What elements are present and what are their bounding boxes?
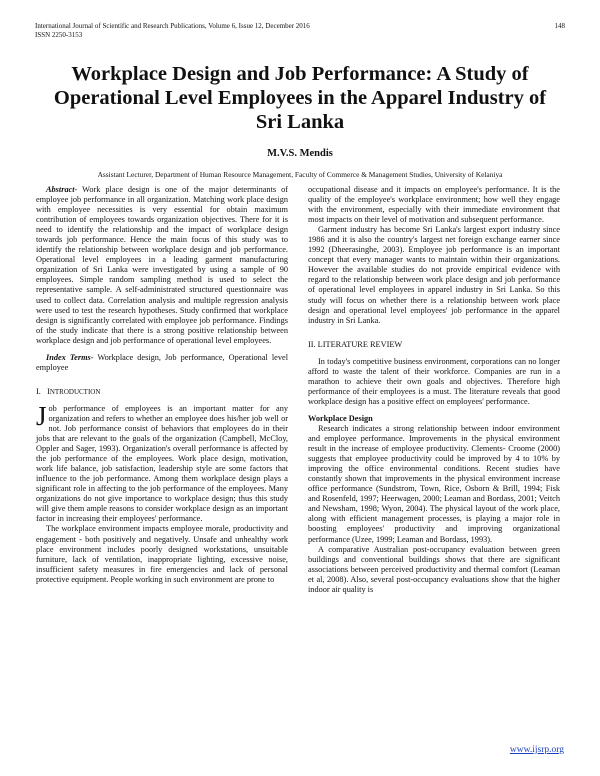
footer-url-link[interactable]: www.ijsrp.org [509,745,564,755]
page-number: 148 [554,22,565,30]
intro-paragraph-2: The workplace environment impacts employee morale, productivity and engagement - both positively and negatively. Unsafe and unhealthy work place environment includes poorly designed workstations, unsuitable furniture, lack of ventilation, inappropriate lighting, excessive noise, insufficient safety measures in fire emergencies and lack of personal protective equipment. People working in such environment are prone to [36,524,288,584]
index-terms-text: - Workplace design, Job performance, Operational level employee [36,352,289,372]
intro-paragraph-3: occupational disease and it impacts on employee's performance. It is the quality of the employee's workplace environment; how well they engage with the environment, especially with their immediate environment that most impacts on their level of motivation and subsequent performance. [308,185,560,225]
paper-title: Workplace Design and Job Performance: A Study of Operational Level Employees in the Apparel Industry of Sri Lanka [53,63,547,133]
index-terms-label: Index Terms [46,352,91,362]
intro-paragraph-1: Job performance of employees is an important matter for any organization and refers to whether an employee does his/her job well or not. Job performance consist of behaviors that employees do in their jobs that are relevant to the goals of the organization (Campbell, McCloy, Oppler and Sager, 1993). Organization's overall performance is affected by the job performance of the employees. Work place design, motivation, work life balance, job satisfaction, leadership style are some factors that influence to the job performance. Among them workplace design plays a significant role in affecting to the job performance of the employees. Many organizations do not give importance to workplace design; thus this study will give them ample reasons to consider workplace design as an important factor in increasing their employees' performance. [36,400,288,524]
abstract-label: Abstract- [46,185,78,194]
drop-cap: J [36,400,47,431]
running-header [35,22,565,40]
literature-paragraph-3: A comparative Australian post-occupancy evaluation between green buildings and conventional buildings shows that there are significant associations between perceived productivity and thermal comfort (Leaman et al, 2008). Also, several post-occupancy evaluations show that the higher indoor air quality is [308,544,560,594]
section-heading-literature-review: II. LITERATURE REVIEW [308,339,403,349]
author-affiliation: Assistant Lecturer, Department of Human Resource Management, Faculty of Commerce & Management Studies, University of Kelaniya [97,170,503,179]
abstract [36,185,288,346]
left-column [36,185,288,585]
literature-paragraph-2: Research indicates a strong relationship between indoor environment and employee performance. Improvements in the physical environment result in the increase of employee productivity. Clements- Croome (2000) suggests that employee productivity could be improved by 4 to 10% by improving the office environmental conditions. Recent studies have constantly shown that improvements in the physical environment increase office performance (Sundstrom, Town, Rice, Osborn & Brill, 1994; Fisk and Rosenfeld, 1997; Heerwagen, 2000; Leaman and Bordass, 2001; Veitch and Newsham, 1998; Wyon, 2004). The physical layout of the work place, along with efficient management processes, is playing a major role in boosting employees' productivity and improving organizational performance (Uzee, 1999; Leaman and Bordass, 1993). [308,423,560,544]
issn: ISSN 2250-3153 [35,31,83,39]
journal-name: International Journal of Scientific and Research Publications, Volume 6, Issue 12, December 2016 [35,22,310,30]
right-column [308,185,560,595]
index-terms [36,353,288,373]
subheading-workplace-design: Workplace Design [308,413,373,423]
section-heading-introduction: I. INTRODUCTION [36,386,101,396]
intro-paragraph-4: Garment industry has become Sri Lanka's largest export industry since 1986 and it is also the country's largest net foreign exchange earner since 1992 (Dheerasinghe, 2003). Employee job performance is an important concept that every manager wants to maintain within their organizations. However the available studies do not provide empirical evidence with regard to the relationship between work place design and job performance of operational level employees in apparel industry in Sri Lanka. So this study will focus on whether there is a relationship between work place design and operational level employees' job performance in the apparel industry in Sri Lanka. [308,225,560,325]
author-name: M.V.S. Mendis [267,148,333,159]
abstract-text: Work place design is one of the major determinants of employee job performance in all organization. Matching work place design with employee necessities is very essential for obtain maximum contribution of employees towards organization objectives. There for it is need to identify the relationship and the impact of workplace design towards job performance. Hence the main focus of this study was to identify the relationship between workplace design and job performance. Operational level employees in a leading garment manufacturing organization of Sri Lanka were investigated by using a sample of 90 employees. Simple random sampling method is used to select the representative sample. A self-administrated structured questionnaire was used to collect data. Correlation analysis and multiple regression analysis were used to test the research hypotheses. Study confirmed that workplace design is significantly correlated with employee job performance. Findings of the study indicate that there is a strong positive relationship between workplace design and job performance of operational level employees. [36,185,288,345]
literature-paragraph-1: In today's competitive business environment, corporations can no longer afford to waste the talent of their workforce. Companies are run in a marathon to achieve their own goals and objectives. Therefore high performance of their employees is a must. The literature reveals that good workplace design has a positive effect on employees' performance. [308,356,560,406]
